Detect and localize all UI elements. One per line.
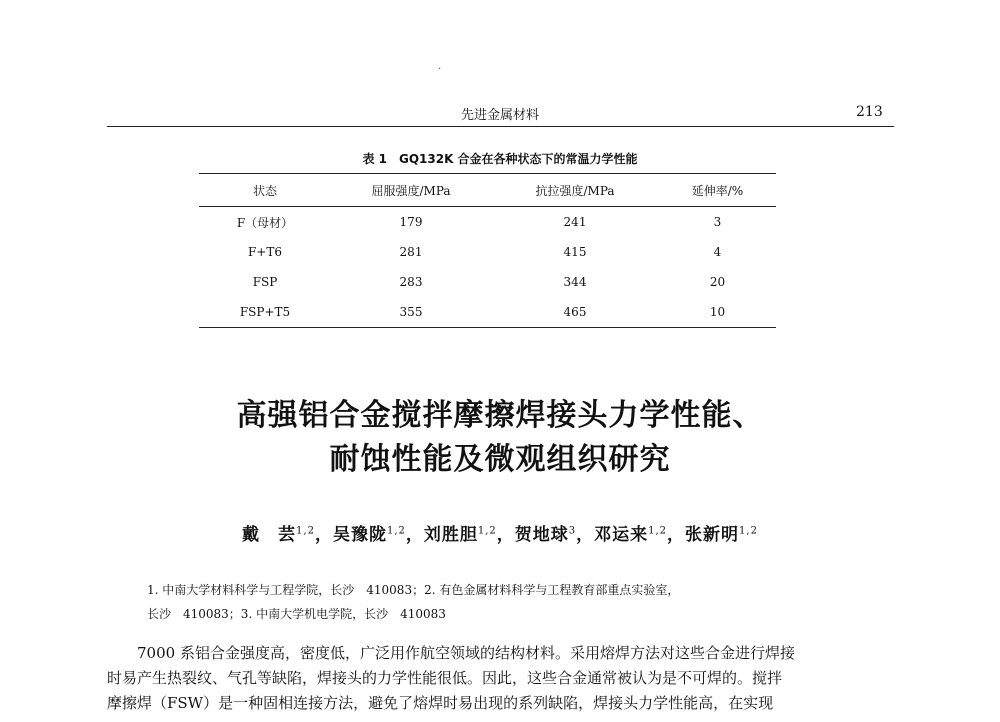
table-cell: 241 xyxy=(563,215,587,229)
author-affiliation-mark: 3 xyxy=(568,525,577,537)
author-separator: ， xyxy=(667,525,686,545)
table-cell: 283 xyxy=(399,275,423,289)
table-row xyxy=(199,267,776,297)
author-list xyxy=(0,520,1000,545)
table-cell: 179 xyxy=(399,215,423,229)
affiliations xyxy=(147,578,679,626)
affiliation-line: 长沙 410083；3. 中南大学机电学院，长沙 410083 xyxy=(147,607,446,621)
table-cell: 281 xyxy=(399,245,423,259)
table-cell: 415 xyxy=(563,245,587,259)
table-label: 表 1 xyxy=(362,152,387,166)
author-separator: ， xyxy=(405,525,424,545)
abstract-line: 时易产生热裂纹、气孔等缺陷，焊接头的力学性能很低。因此，这些合金通常被认为是不可焊的。搅拌 xyxy=(107,669,783,687)
table-header-row xyxy=(199,174,776,207)
table-cell: 10 xyxy=(659,297,776,328)
paper-title-line: 耐蚀性能及微观组织研究 xyxy=(329,442,671,477)
author-name: 戴 芸 xyxy=(242,525,297,545)
paper-title-line: 高强铝合金搅拌摩擦焊接头力学性能、 xyxy=(236,398,764,433)
abstract-body xyxy=(107,641,894,716)
author-name: 邓运来 xyxy=(594,525,649,545)
author-name: 张新明 xyxy=(685,525,740,545)
table-cell: 4 xyxy=(713,245,722,259)
table-cell: 465 xyxy=(491,297,659,328)
header-rule xyxy=(107,126,894,127)
scan-dot: · xyxy=(438,64,442,75)
running-header-title: 先进金属材料 xyxy=(460,108,539,123)
author-name: 刘胜胆 xyxy=(423,525,478,545)
author-affiliation-mark: 1,2 xyxy=(739,525,758,537)
table-cell: F（母材） xyxy=(236,215,294,230)
table-cell: F+T6 xyxy=(247,245,283,259)
table-cell: 344 xyxy=(563,275,587,289)
author-separator: ， xyxy=(576,525,595,545)
mechanical-properties-table xyxy=(199,173,776,328)
page-number: 213 xyxy=(856,104,883,120)
author-affiliation-mark: 1,2 xyxy=(386,525,406,537)
author-separator: ， xyxy=(496,525,515,545)
table-cell: FSP xyxy=(252,275,278,289)
column-header-tensile-strength: 抗拉强度/MPa xyxy=(491,174,659,207)
table-cell: 20 xyxy=(709,275,726,289)
author-affiliation-mark: 1,2 xyxy=(477,525,497,537)
column-header-elongation: 延伸率/% xyxy=(659,174,776,207)
column-header-state: 状态 xyxy=(199,174,331,207)
table-cell: FSP+T5 xyxy=(199,297,331,328)
abstract-line: 7000 系铝合金强度高，密度低，广泛用作航空领域的结构材料。采用熔焊方法对这些合金进行焊接 xyxy=(137,644,795,662)
column-header-yield-strength: 屈服强度/MPa xyxy=(331,174,491,207)
table-caption-text: GQ132K 合金在各种状态下的常温力学性能 xyxy=(398,152,638,166)
author-name: 贺地球 xyxy=(514,525,569,545)
table-cell: 355 xyxy=(331,297,491,328)
author-name: 吴豫陇 xyxy=(332,525,387,545)
table-row xyxy=(199,207,776,238)
table-cell: 3 xyxy=(713,215,722,229)
table-caption xyxy=(0,150,1000,167)
abstract-line: 摩擦焊（FSW）是一种固相连接方法，避免了熔焊时易出现的系列缺陷，焊接头力学性能高，在实现 xyxy=(107,694,774,712)
paper-title xyxy=(0,394,1000,482)
table-row xyxy=(199,297,776,328)
table-row xyxy=(199,237,776,267)
affiliation-line: 1. 中南大学材料科学与工程学院，长沙 410083；2. 有色金属材料科学与工程教育部重点实验室， xyxy=(147,583,680,597)
author-separator: ， xyxy=(314,525,333,545)
author-affiliation-mark: 1,2 xyxy=(296,525,315,537)
author-affiliation-mark: 1,2 xyxy=(648,525,668,537)
